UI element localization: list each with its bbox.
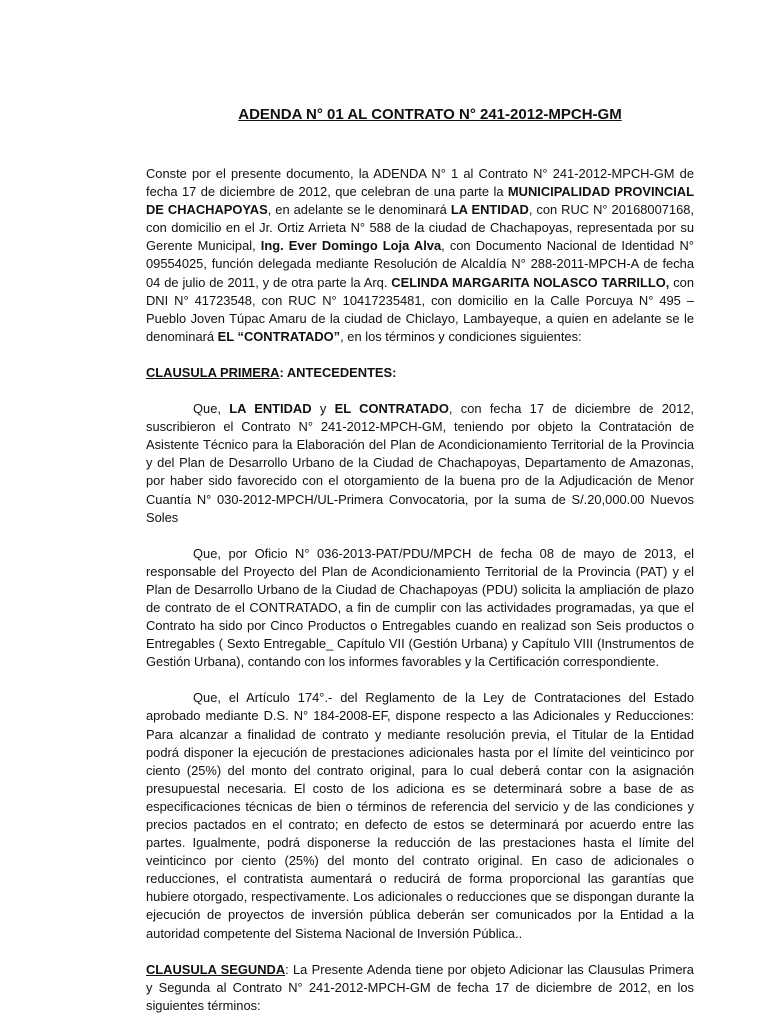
para1-text-3: , con fecha 17 de diciembre de 2012, suscribieron el Contrato N° 241-2012-MPCH-GM, teniendo por objeto la Contratación de Asistente Técnico para la Elaboración del Plan de Acondicionamiento Territorial de la Provincia y del Plan de Desarrollo Urbano de la Ciudad de Chachapoyas, Departamento de Amazonas, por haber sido favorecido con el otorgamiento de la buena pro de la Adjudicación de Menor Cuantía N° 030-2012-MPCH/UL-Primera Convocatoria, por la suma de S/.20,000.00 Nuevos Soles — [146, 401, 695, 525]
antecedentes-paragraph-3: Que, el Artículo 174°.- del Reglamento de la Ley de Contrataciones del Estado aprobado mediante D.S. N° 184-2008-EF, dispone respecto a las Adicionales y Reducciones: Para alcanzar a finalidad de contrato y mediante resolución previa, el Titular de la Entidad podrá disponer la ejecución de prestaciones adicionales hasta por el límite del veinticinco por ciento (25%) del monto del contrato original, para lo cual deberá contar con la asignación presupuestal necesaria. El costo de los adiciona es se determinará sobre a base de as especificaciones técnicas de bien o términos de referencia del servicio y de las condiciones y precios pactados en el contrato; en defecto de estos se determinará por acuerdo entre las partes. Igualmente, podrá disponerse la reducción de las prestaciones hasta el límite del veinticinco por ciento (25%) del monto del contrato original. En caso de adicionales o reducciones, el contratista aumentará o reducirá de forma proporcional las garantías que hubiere otorgado, respectivamente. Los adicionales o reducciones que se dispongan durante la ejecución de proyectos de inversión pública deberán ser comunicados por la Entidad a la autoridad competente del Sistema Nacional de Inversión Pública.. — [146, 690, 694, 941]
para1-text-2: y — [311, 401, 335, 417]
intro-text-3: , con RUC N° 20168007168, con domicilio en el Jr. Ortiz Arrieta N° 588 de la ciudad de Chachapoyas, representada por su Gerente Municipal, — [146, 202, 694, 254]
intro-text-5: con DNI N° 41723548, con RUC N° 10417235481, con domicilio en la Calle Porcuya N° 495 – Pueblo Joven Túpac Amaru de la ciudad de Chiclayo, Lambayeque, a quien en adelante se le denominará — [146, 274, 694, 344]
intro-entity-name: MUNICIPALIDAD PROVINCIAL DE CHACHAPOYAS — [146, 184, 694, 218]
clausula-segunda-text: : La Presente Adenda tiene por objeto Adicionar las Clausulas Primera y Segunda al Contrato N° 241-2012-MPCH-GM de fecha 17 de diciembre de 2012, en los siguientes términos: — [146, 961, 694, 1013]
intro-text-4: , con Documento Nacional de Identidad N° 09554025, función delegada mediante Resolución de Alcaldía N° 288-2011-MPCH-A de fecha 04 de julio de 2011, y de otra parte la Arq. — [146, 238, 694, 290]
para1-la-entidad: LA ENTIDAD — [229, 401, 312, 417]
antecedentes-paragraph-2: Que, por Oficio N° 036-2013-PAT/PDU/MPCH de fecha 08 de mayo de 2013, el responsable del Proyecto del Plan de Acondicionamiento Territorial de la Provincia (PAT) y el Plan de Desarrollo Urbano de la Ciudad de Chachapoyas (PDU) solicita la ampliación de plazo de contrato de el CONTRATADO, a fin de cumplir con las actividades programadas, ya que el Contrato ha sido por Cinco Productos o Entregables cuando en realizad son Seis productos o Entregables ( Sexto Entregable_ Capítulo VII (Gestión Urbana) y Capítulo VIII (Instrumentos de Gestión Urbana), contando con los informes favorables y la Certificación correspondiente. — [146, 545, 694, 670]
document-title: ADENDA N° 01 AL CONTRATO N° 241-2012-MPCH-GM — [238, 106, 622, 123]
para1-text-1: Que, — [193, 401, 230, 417]
clausula-segunda-paragraph — [146, 961, 694, 1015]
intro-gerente-name: Ing. Ever Domingo Loja Alva — [260, 238, 442, 254]
intro-contratado-name: CELINDA MARGARITA NOLASCO TARRILLO, — [391, 274, 670, 290]
clausula-primera-heading — [146, 364, 694, 382]
intro-la-entidad: LA ENTIDAD — [450, 202, 529, 218]
clausula-primera-title: : ANTECEDENTES: — [279, 364, 397, 380]
clausula-segunda-label: CLAUSULA SEGUNDA — [146, 961, 286, 977]
intro-text-6: , en los términos y condiciones siguientes: — [340, 328, 582, 344]
intro-text-2: , en adelante se le denominará — [267, 202, 451, 218]
antecedentes-paragraph-1 — [146, 400, 694, 527]
intro-paragraph — [146, 165, 694, 346]
intro-el-contratado: EL “CONTRATADO” — [217, 328, 341, 344]
clausula-primera-label: CLAUSULA PRIMERA — [146, 364, 280, 380]
intro-text-1: Conste por el presente documento, la ADENDA N° 1 al Contrato N° 241-2012-MPCH-GM de fecha 17 de diciembre de 2012, que celebran de una parte la — [146, 166, 694, 200]
para1-el-contratado: EL CONTRATADO — [334, 401, 449, 417]
